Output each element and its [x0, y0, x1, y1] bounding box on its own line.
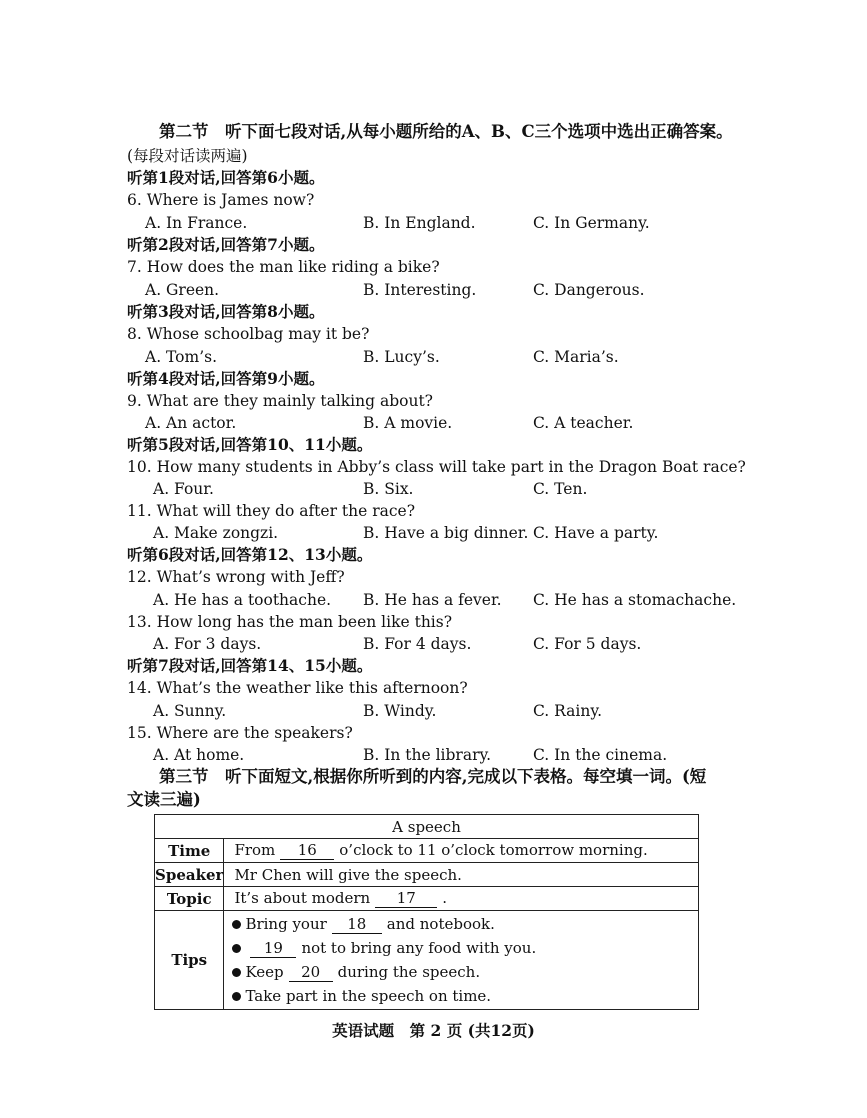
blank-19: 19: [250, 939, 296, 958]
q10-option-a: A. Four.: [153, 480, 214, 498]
q10-option-b: B. Six.: [363, 480, 414, 498]
q12-option-c: C. He has a stomachache.: [533, 591, 737, 609]
q6-option-b: B. In England.: [363, 214, 476, 232]
section2-heading: 第二节 听下面七段对话,从每小题所给的A、B、C三个选项中选出正确答案。: [159, 122, 733, 141]
q11-option-b: B. Have a big dinner.: [363, 524, 529, 542]
group-intro-4: 听第4段对话,回答第9小题。: [127, 369, 325, 388]
q7-option-b: B. Interesting.: [363, 281, 477, 299]
q6-option-a: A. In France.: [145, 214, 248, 232]
q9-option-b: B. A movie.: [363, 414, 453, 432]
tip2-suffix: not to bring any food with you.: [301, 939, 537, 957]
question-13: 13. How long has the man been like this?: [127, 613, 453, 631]
bullet-icon: [232, 992, 241, 1001]
bullet-icon: [232, 968, 241, 977]
q8-option-a: A. Tom’s.: [145, 348, 218, 366]
question-14: 14. What’s the weather like this afternoon?: [127, 679, 468, 697]
question-11: 11. What will they do after the race?: [127, 502, 416, 520]
q6-option-c: C. In Germany.: [533, 214, 650, 232]
q11-option-a: A. Make zongzi.: [153, 524, 279, 542]
tip1-prefix: Bring your: [245, 915, 327, 933]
group-intro-3: 听第3段对话,回答第8小题。: [127, 302, 325, 321]
blank-17: 17: [375, 889, 437, 908]
section3-heading-line2: 文读三遍): [127, 790, 201, 809]
q9-option-a: A. An actor.: [145, 414, 237, 432]
q12-option-a: A. He has a toothache.: [153, 591, 332, 609]
q15-option-c: C. In the cinema.: [533, 746, 668, 764]
bullet-icon: [232, 920, 241, 929]
section2-note: (每段对话读两遍): [127, 147, 248, 165]
q9-option-c: C. A teacher.: [533, 414, 634, 432]
q12-option-b: B. He has a fever.: [363, 591, 502, 609]
q15-option-a: A. At home.: [153, 746, 245, 764]
blank-16: 16: [280, 841, 334, 860]
q13-option-b: B. For 4 days.: [363, 635, 472, 653]
time-label: Time: [155, 839, 224, 863]
q14-option-c: C. Rainy.: [533, 702, 602, 720]
q8-option-b: B. Lucy’s.: [363, 348, 440, 366]
question-9: 9. What are they mainly talking about?: [127, 392, 433, 410]
q10-option-c: C. Ten.: [533, 480, 588, 498]
topic-label: Topic: [155, 887, 224, 911]
blank-20: 20: [289, 963, 333, 982]
q13-option-a: A. For 3 days.: [153, 635, 262, 653]
question-12: 12. What’s wrong with Jeff?: [127, 568, 345, 586]
tip3-prefix: Keep: [245, 963, 284, 981]
group-intro-7: 听第7段对话,回答第14、15小题。: [127, 656, 373, 675]
question-8: 8. Whose schoolbag may it be?: [127, 325, 370, 343]
bullet-icon: [232, 944, 241, 953]
page-footer: 英语试题 第 2 页 (共12页): [332, 1021, 535, 1040]
group-intro-1: 听第1段对话,回答第6小题。: [127, 168, 325, 187]
speaker-cell: Mr Chen will give the speech.: [224, 863, 699, 887]
topic-suffix: .: [442, 889, 448, 907]
question-10: 10. How many students in Abby’s class will take part in the Dragon Boat race?: [127, 458, 746, 476]
topic-cell: [224, 887, 699, 911]
topic-prefix: It’s about modern: [234, 889, 371, 907]
time-suffix: o’clock to 11 o’clock tomorrow morning.: [339, 841, 648, 859]
section3-heading-line1: 第三节 听下面短文,根据你所听到的内容,完成以下表格。每空填一词。(短: [159, 767, 707, 786]
group-intro-2: 听第2段对话,回答第7小题。: [127, 235, 325, 254]
q14-option-b: B. Windy.: [363, 702, 437, 720]
tip4-text: Take part in the speech on time.: [245, 987, 492, 1005]
speaker-label: Speaker: [155, 863, 224, 887]
q13-option-c: C. For 5 days.: [533, 635, 642, 653]
speech-info-table: [154, 814, 699, 1010]
question-7: 7. How does the man like riding a bike?: [127, 258, 440, 276]
tip-4: [232, 984, 690, 1008]
q7-option-c: C. Dangerous.: [533, 281, 645, 299]
question-6: 6. Where is James now?: [127, 191, 315, 209]
tips-label: Tips: [155, 911, 224, 1010]
tip1-suffix: and notebook.: [386, 915, 495, 933]
tips-cell: [224, 911, 699, 1010]
time-prefix: From: [234, 841, 276, 859]
q11-option-c: C. Have a party.: [533, 524, 659, 542]
tip3-suffix: during the speech.: [337, 963, 481, 981]
tip-3: [232, 960, 690, 984]
tip-2: [232, 936, 690, 960]
blank-18: 18: [332, 915, 382, 934]
time-cell: [224, 839, 699, 863]
tip-1: [232, 912, 690, 936]
group-intro-5: 听第5段对话,回答第10、11小题。: [127, 435, 373, 454]
q14-option-a: A. Sunny.: [153, 702, 227, 720]
table-title: A speech: [155, 815, 699, 839]
q7-option-a: A. Green.: [145, 281, 220, 299]
group-intro-6: 听第6段对话,回答第12、13小题。: [127, 545, 373, 564]
question-15: 15. Where are the speakers?: [127, 724, 353, 742]
q15-option-b: B. In the library.: [363, 746, 492, 764]
q8-option-c: C. Maria’s.: [533, 348, 619, 366]
